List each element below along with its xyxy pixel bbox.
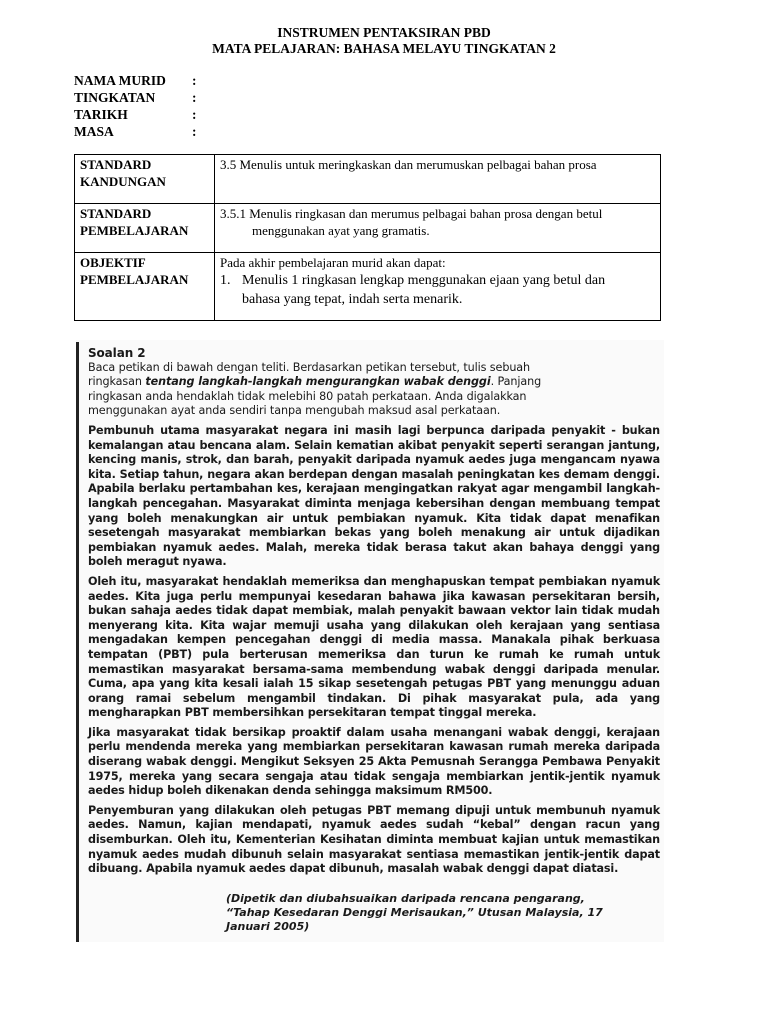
objective-label-line1: OBJEKTIF [80, 255, 146, 270]
content-standard-text: 3.5 Menulis untuk meringkaskan dan merumuskan pelbagai bahan prosa [215, 155, 661, 204]
standards-table [74, 154, 661, 321]
objective-item-number: 1. [220, 273, 231, 288]
learning-standard-text-line2: menggunakan ayat yang gramatis. [252, 223, 430, 238]
learning-standard-text [215, 204, 661, 253]
passage-paragraph-4: Penyemburan yang dilakukan oleh petugas PBT memang dipuji untuk membunuh nyamuk aedes. Namun, kajian mendapati, nyamuk aedes sudah “kebal” dengan racun yang disemburkan. Oleh itu, Kementerian Kesihatan diminta membuat kajian untuk memastikan nyamuk aedes mudah dibunuh selain masyarakat sentiasa memastikan jentik-jentik dapat dibuang. Apabila nyamuk aedes dapat dibunuh, masalah wabak denggi dapat diatasi. [88, 803, 660, 876]
passage-paragraph-1: Pembunuh utama masyarakat negara ini masih lagi berpunca daripada penyakit - bukan kemalangan atau bencana alam. Selain kematian akibat penyakit seperti serangan jantung, kencing manis, strok, dan barah, penyakit daripada nyamuk aedes juga mengancam nyawa kita. Setiap tahun, negara akan berdepan dengan masalah peningkatan kes demam denggi. Apabila berlaku pertambahan kes, kerajaan mengingatkan rakyat agar mengambil langkah-langkah pencegahan. Masyarakat diminta menjaga kebersihan dengan membuang tempat yang boleh menakungkan air untuk pembiakan nyamuk. Kita tidak dapat menafikan sesetengah masyarakat membiarkan bekas yang boleh menakung air untuk dijadikan pembiakan nyamuk aedes. Malah, mereka tidak berasa takut akan bahaya denggi yang boleh meragut nyawa. [88, 424, 660, 569]
student-name-row [74, 72, 197, 89]
student-name-label: NAMA MURID [74, 73, 166, 88]
instruction-line3: ringkasan anda hendaklah tidak melebihi 80 patah perkataan. Anda digalakkan [88, 389, 527, 403]
student-name-colon: : [192, 73, 197, 88]
instruction-line2 [88, 375, 660, 390]
objective-label-line2: PEMBELAJARAN [80, 272, 189, 287]
learning-standard-label-line2: PEMBELAJARAN [80, 223, 189, 238]
objective-item [220, 271, 655, 290]
objective-item-continued [220, 290, 655, 309]
date-colon: : [192, 107, 197, 122]
learning-standard-label [75, 204, 215, 253]
objective-list [220, 271, 655, 309]
objective-text [215, 253, 661, 321]
form-row [74, 89, 197, 106]
date-row [74, 106, 197, 123]
content-standard-row [75, 155, 661, 204]
date-label: TARIKH [74, 107, 128, 122]
objective-label [75, 253, 215, 321]
passage-paragraph-3: Jika masyarakat tidak bersikap proaktif dalam usaha menangani wabak denggi, kerajaan perlu mendenda mereka yang membiarkan persekitaran kawasan rumah mereka daripada diserang wabak denggi. Mengikut Seksyen 25 Akta Pemusnah Serangga Pembawa Penyakit 1975, mereka yang secara sengaja atau tidak sengaja membiarkan jentik-jentik nyamuk aedes hidup boleh dikenakan denda sehingga maksimum RM500. [88, 725, 660, 798]
learning-standard-label-line1: STANDARD [80, 206, 152, 221]
source-line3: Januari 2005) [226, 920, 310, 933]
objective-item-line1: Menulis 1 ringkasan lengkap menggunakan ejaan yang betul dan [242, 273, 606, 288]
time-row [74, 123, 197, 140]
instruction-line4: menggunakan ayat anda sendiri tanpa mengubah maksud asal perkataan. [88, 404, 501, 417]
scan-margin-line [76, 342, 79, 942]
summary-topic: tentang langkah-langkah mengurangkan wabak denggi [145, 375, 491, 388]
time-label: MASA [74, 124, 114, 139]
reading-passage [88, 424, 660, 877]
subject-title: MATA PELAJARAN: BAHASA MELAYU TINGKATAN 2 [212, 41, 556, 56]
passage-paragraph-2: Oleh itu, masyarakat hendaklah memeriksa dan menghapuskan tempat pembiakan nyamuk aedes. Kita juga perlu mempunyai kesedaran bahawa jika kawasan persekitaran bersih, bukan sahaja aedes tidak dapat membiak, malah penyakit bawaan vektor lain tidak mudah menyerang kita. Kita wajar memuji usaha yang dilakukan oleh kerajaan yang sentiasa mengadakan kempen pencegahan denggi di media massa. Manakala pihak berkuasa tempatan (PBT) pula berterusan memeriksa dan turun ke rumah ke rumah untuk memastikan masyarakat bersama-sama membendung wabak denggi daripada menular. Cuma, apa yang kita kesali ialah 15 sikap sesetengah petugas PBT yang menunggu aduan orang ramai sebelum mengambil tindakan. Di pihak masyarakat pula, ada yang mengharapkan PBT membersihkan persekitaran tempat tinggal mereka. [88, 574, 660, 720]
content-standard-label-line1: STANDARD [80, 157, 152, 172]
source-line2: “Tahap Kesedaran Denggi Merisaukan,” Utusan Malaysia, 17 [226, 906, 603, 919]
time-colon: : [192, 124, 197, 139]
instruction-line2-start: ringkasan [88, 375, 146, 388]
student-info-block [74, 72, 197, 140]
form-colon: : [192, 90, 197, 105]
passage-source [226, 892, 656, 934]
objective-item-line2: bahasa yang tepat, indah serta menarik. [242, 292, 463, 307]
learning-standard-text-line1: 3.5.1 Menulis ringkasan dan merumus pelbagai bahan prosa dengan betul [220, 206, 603, 221]
document-title: INSTRUMEN PENTAKSIRAN PBD [277, 25, 491, 40]
objective-intro: Pada akhir pembelajaran murid akan dapat: [220, 255, 446, 270]
objective-row [75, 253, 661, 321]
question-instructions [88, 346, 660, 419]
objective-item-indent [220, 290, 242, 309]
content-standard-label [75, 155, 215, 204]
form-label: TINGKATAN [74, 90, 156, 105]
learning-standard-row [75, 204, 661, 253]
content-standard-label-line2: KANDUNGAN [80, 174, 166, 189]
instruction-line1: Baca petikan di bawah dengan teliti. Berdasarkan petikan tersebut, tulis sebuah [88, 360, 531, 374]
question-number: Soalan 2 [88, 346, 146, 360]
scanned-question-image [76, 340, 664, 942]
instruction-line2-end: . Panjang [490, 375, 542, 388]
source-line1: (Dipetik dan diubahsuaikan daripada rencana pengarang, [226, 892, 585, 905]
